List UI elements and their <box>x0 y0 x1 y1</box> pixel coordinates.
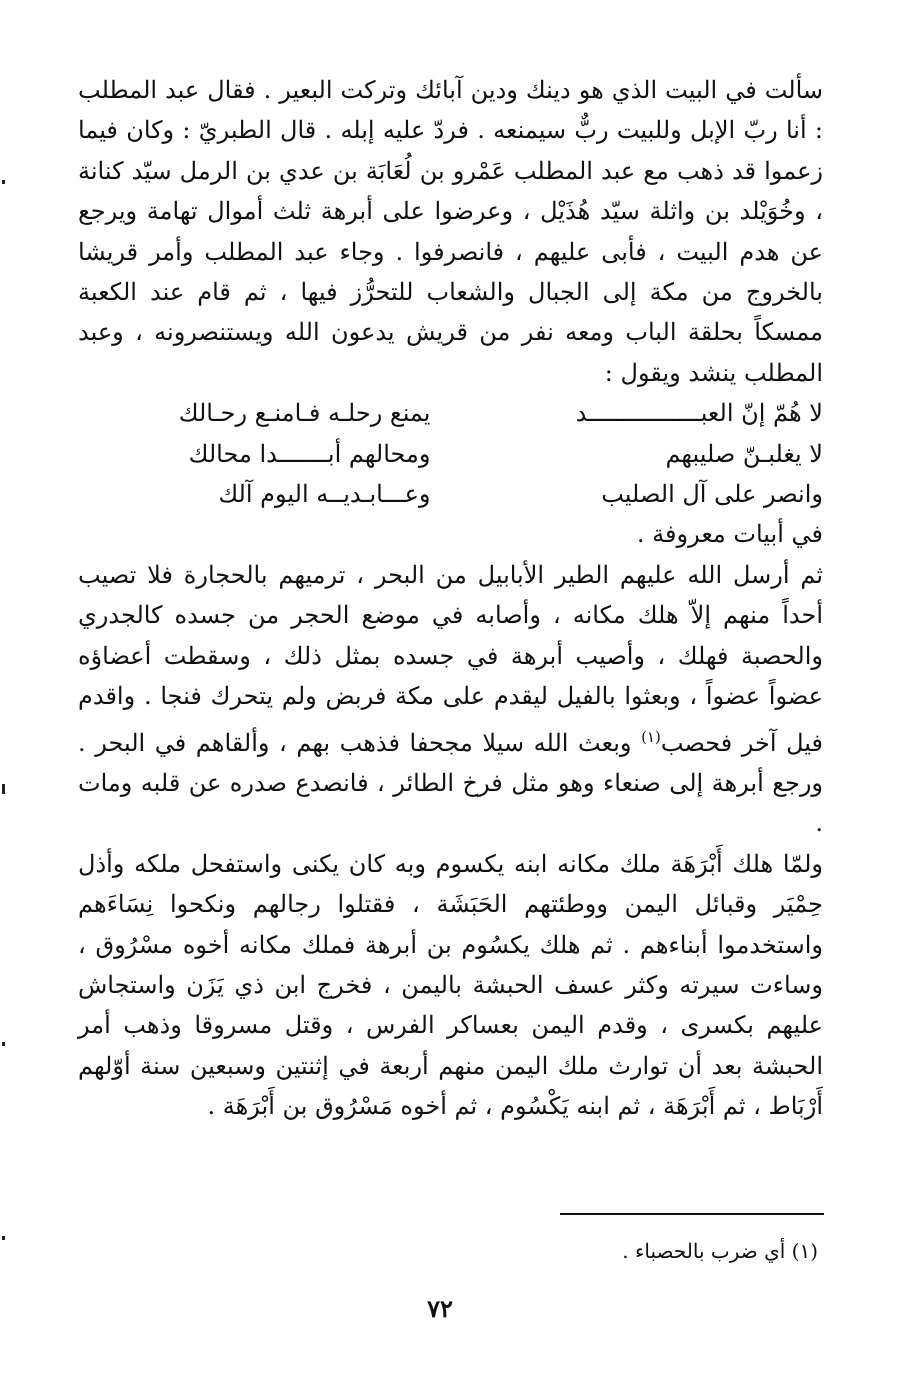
poem-line-2-first-hemistich: لا يغلبـنّ صليبهم <box>665 439 823 468</box>
poem-line-2-second-hemistich: ومحالهم أبـــــــدا محالك <box>188 439 431 468</box>
paragraph-2-part-1: ثم أرسل الله عليهم الطير الأبابيل من البحر ، ترميهم بالحجارة فلا تصيب أحداً منهم إلاّ هلك مكانه ، وأصابه في موضع الحجر من جسده كالجدري والحصبة فهلك ، وأصيب أبرهة في جسده بمثل ذلك ، وسقطت أعضاؤه عضواً عضواً ، وبعثوا بالفيل ليقدم على مكة فربض ولم يتحرك فنجا . واقدم فيل آخر فحصب <box>78 560 823 757</box>
paragraph-2-part-2: وبعث الله سيلا مجحفا فذهب بهم ، وألقاهم في البحر . ورجع أبرهة إلى صنعاء وهو مثل فرخ الطائر ، فانصدع صدره عن قلبه ومات . <box>78 728 823 838</box>
paragraph-3: ولمّا هلك أَبْرَهَة ملك مكانه ابنه يكسوم وبه كان يكنى واستفحل ملكه وأذل حِمْيَر وقبائل اليمن ووطئتهم الحَبَشَة ، فقتلوا رجالهم ونكحوا نِسَاءَهم واستخدموا أبناءهم . ثم هلك يكسُوم بن أبرهة فملك مكانه أخوه مسْرُوق ، وساءت سيرته وكثر عسف الحبشة باليمن ، فخرج ابن ذي يَزَن واستجاش عليهم بكسرى ، وقدم اليمن بعساكر الفرس ، وقتل مسروقا وذهب أمر الحبشة بعد أن توارث ملك اليمن منهم أربعة في إثنتين وسبعين سنة أوّلهم أَرْبَاط ، ثم أَبْرَهَة ، ثم ابنه يَكْسُوم ، ثم أخوه مَسْرُوق بن أَبْرَهَة . <box>78 849 823 1121</box>
poem-line-3-second-hemistich: وعـــابـديــه اليوم آلك <box>218 480 431 509</box>
margin-mark <box>2 1042 5 1046</box>
paragraph-1: سألت في البيت الذي هو دينك ودين آبائك وتركت البعير . فقال عبد المطلب : أنا ربّ الإبل وللبيت ربٌّ سيمنعه . فردّ عليه إبله . قال الطبريّ : وكان فيما زعموا قد ذهب مع عبد المطلب عَمْرو بن لُعَابَة بن عدي بن الرمل سيّد كنانة ، وخُوَيْلد بن واثلة سيّد هُذَيْل ، وعرضوا على أبرهة ثلث أموال تهامة ويرجع عن هدم البيت ، فأبى عليهم ، فانصرفوا . وجاء عبد المطلب وأمر قريشا بالخروج من مكة إلى الجبال والشعاب للتحرُّز فيها ، ثم قام عند الكعبة ممسكاً بحلقة الباب ومعه نفر من قريش يدعون الله ويستنصرونه ، وعبد المطلب ينشد ويقول : <box>78 76 824 387</box>
page-body <box>78 70 823 1127</box>
poem-line-1-second-hemistich: يمنع رحلـه فـامنـع رحـالك <box>178 399 431 428</box>
poem-line-3-first-hemistich: وانصر على آل الصليب <box>601 480 823 509</box>
poem <box>78 393 823 514</box>
margin-mark <box>2 180 5 184</box>
margin-mark <box>2 1236 5 1240</box>
paragraph-2 <box>78 555 823 844</box>
footnote: (١) أي ضرب بالحصباء . <box>622 1239 818 1263</box>
footnote-reference: (١) <box>641 727 661 746</box>
footnote-separator <box>560 1213 824 1215</box>
poem-line-1-first-hemistich: لا هُمّ إنّ العبــــــــــــــــد <box>575 399 823 428</box>
after-poem-line: في أبيات معروفة . <box>636 520 823 549</box>
page-number: ٧٢ <box>427 1294 453 1323</box>
margin-mark <box>2 784 5 794</box>
